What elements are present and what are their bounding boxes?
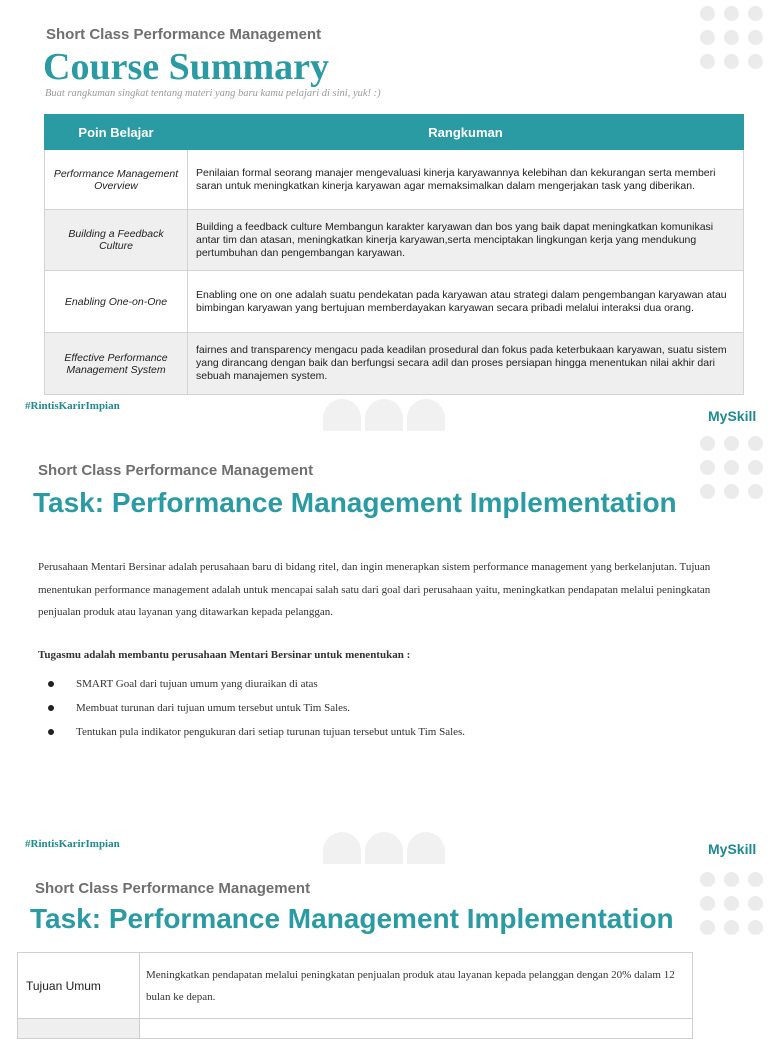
table-cell-point: Performance Management Overview	[45, 150, 188, 210]
header-poin-belajar: Poin Belajar	[45, 115, 188, 150]
bullet-icon	[48, 681, 54, 687]
instruction-text: Buat rangkuman singkat tentang materi yang baru kamu pelajari di sini, yuk! :)	[45, 88, 381, 99]
task-heading: Tugasmu adalah membantu perusahaan Mentari Bersinar untuk menentukan :	[38, 649, 411, 661]
list-item-text: Membuat turunan dari tujuan umum tersebut untuk Tim Sales.	[76, 702, 351, 714]
table-row	[18, 1019, 693, 1039]
list-item	[48, 720, 465, 744]
task-paragraph: Perusahaan Mentari Bersinar adalah perusahaan baru di bidang ritel, dan ingin menerapkan sistem performance management yang berkelanjutan. Tujuan menentukan performance management adalah untuk mencapai salah satu dari goal dari perusahaan yaitu, meningkatkan pendapatan melalui peningkatan penjualan produk atau layanan yang ditawarkan kepada pelanggan.	[38, 561, 711, 618]
table-cell-point: Effective Performance Management System	[45, 333, 188, 395]
table-row	[18, 953, 693, 1019]
table-cell-summary[interactable]: Building a feedback culture Membangun karakter karyawan dan bos yang baik dapat meningkatkan komunikasi antar tim dan atasan, meningkatkan kinerja karyawan,serta menciptakan lingkungan kerja yang mendukung pertumbuhan dan pengembangan karyawan.	[188, 210, 744, 271]
bullet-icon	[48, 729, 54, 735]
table-cell-summary[interactable]: fairnes and transparency mengacu pada keadilan prosedural dan fokus pada keterbukaan karyawan, suatu sistem yang dirancang dengan baik dan berfungsi secara adil dan proses persiapan hingga menentukan nilai akhir dari sebuah manajemen system.	[188, 333, 744, 395]
table-row	[45, 271, 744, 333]
course-summary-table	[44, 114, 744, 395]
list-item	[48, 672, 465, 696]
table-cell-summary[interactable]: Enabling one on one adalah suatu pendekatan pada karyawan atau strategi dalam pengembangan karyawan atau bimbingan karyawan yang bertujuan memberdayakan karyawan secara pribadi melalui interaksi dua orang.	[188, 271, 744, 333]
list-item-text: SMART Goal dari tujuan umum yang diuraikan di atas	[76, 678, 318, 690]
list-item	[48, 696, 465, 720]
page-title: Course Summary	[43, 46, 330, 88]
task-title: Task: Performance Management Implementation	[33, 487, 677, 518]
table-row	[45, 333, 744, 395]
table-row	[45, 150, 744, 210]
goal-value[interactable]: Meningkatkan pendapatan melalui peningkatan penjualan produk atau layanan kepada pelanggan dengan 20% dalam 12 bulan ke depan.	[140, 953, 693, 1019]
decorative-arches	[323, 399, 445, 431]
table-cell	[140, 1019, 693, 1039]
myskill-logo: MySkill	[708, 841, 757, 857]
decorative-dots	[700, 436, 763, 499]
hashtag-footer: #RintisKarirImpian	[25, 400, 120, 412]
table-row	[45, 210, 744, 271]
course-subtitle: Short Class Performance Management	[46, 26, 322, 43]
table-cell-point: Enabling One-on-One	[45, 271, 188, 333]
table-cell	[18, 1019, 140, 1039]
goal-table	[17, 952, 693, 1039]
goal-label: Tujuan Umum	[18, 953, 140, 1019]
task-subtitle: Short Class Performance Management	[35, 880, 311, 897]
decorative-dots	[700, 6, 763, 69]
task-subtitle: Short Class Performance Management	[38, 462, 314, 479]
task-list	[48, 672, 465, 744]
myskill-logo: MySkill	[708, 408, 757, 424]
decorative-arches	[323, 832, 445, 864]
table-cell-point: Building a Feedback Culture	[45, 210, 188, 271]
list-item-text: Tentukan pula indikator pengukuran dari setiap turunan tujuan tersebut untuk Tim Sales.	[76, 726, 466, 738]
task-title: Task: Performance Management Implementation	[30, 903, 674, 934]
bullet-icon	[48, 705, 54, 711]
header-rangkuman: Rangkuman	[188, 115, 744, 150]
hashtag-footer: #RintisKarirImpian	[25, 838, 120, 850]
decorative-dots	[700, 872, 763, 935]
table-cell-summary[interactable]: Penilaian formal seorang manajer mengevaluasi kinerja karyawannya kelebihan dan kekurangan serta memberi saran untuk meningkatkan kinerja karyawan agar memaksimalkan dalam mengerjakan task yang diberikan.	[188, 150, 744, 210]
